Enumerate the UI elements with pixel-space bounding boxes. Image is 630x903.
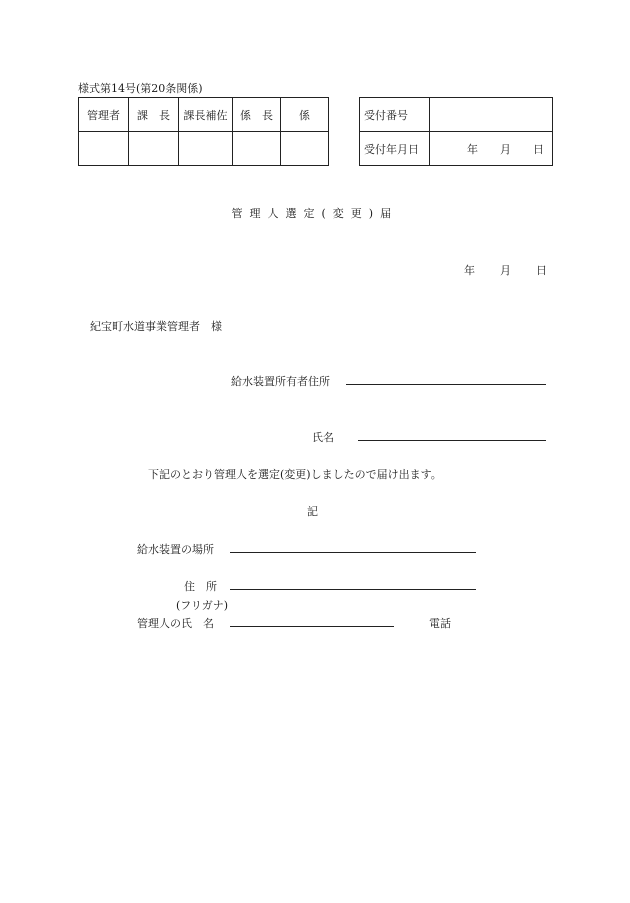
owner-name-label: 氏名: [312, 431, 334, 444]
manager-address-field[interactable]: [230, 589, 476, 590]
approval-stamp-row: [79, 132, 329, 166]
approval-header-cell: 課長補佐: [179, 98, 233, 132]
furigana-label: (フリガナ): [176, 599, 229, 612]
manager-name-field[interactable]: [230, 626, 394, 627]
approval-header-cell: 係 長: [233, 98, 281, 132]
title-char: 理: [249, 207, 261, 220]
title-char: 選: [285, 207, 297, 220]
stamp-cell[interactable]: [281, 132, 329, 166]
owner-address-label: 給水装置所有者住所: [231, 375, 330, 388]
approval-header-cell: 係: [281, 98, 329, 132]
receipt-date-row: [360, 132, 553, 166]
document-title: [228, 205, 395, 221]
stamp-cell[interactable]: [129, 132, 179, 166]
location-field[interactable]: [230, 552, 476, 553]
stamp-cell[interactable]: [79, 132, 129, 166]
receipt-number-label: 受付番号: [360, 98, 430, 132]
title-char: 人: [267, 207, 279, 220]
title-char: ): [368, 207, 374, 220]
receipt-year-unit: 年: [467, 142, 478, 156]
receipt-number-row: [360, 98, 553, 132]
title-char: 管: [231, 207, 243, 220]
manager-address-label: 住 所: [184, 580, 217, 593]
date-month-unit: 月: [500, 264, 511, 277]
owner-name-field[interactable]: [358, 440, 546, 441]
owner-address-field[interactable]: [346, 384, 546, 385]
stamp-cell[interactable]: [179, 132, 233, 166]
stamp-cell[interactable]: [233, 132, 281, 166]
title-char: (: [321, 207, 326, 220]
receipt-date-field[interactable]: [430, 132, 553, 166]
date-year-unit: 年: [464, 264, 475, 277]
title-char: 更: [350, 207, 362, 220]
statement-text: 下記のとおり管理人を選定(変更)しましたので届け出ます。: [148, 468, 442, 481]
addressee: 紀宝町水道事業管理者 様: [90, 320, 222, 333]
receipt-date-label: 受付年月日: [360, 132, 430, 166]
approval-header-row: [79, 98, 329, 132]
form-number: 様式第14号(第20条関係): [78, 82, 203, 95]
approval-header-cell: 管理者: [79, 98, 129, 132]
receipt-month-unit: 月: [500, 142, 511, 156]
receipt-number-field[interactable]: [430, 98, 553, 132]
location-label: 給水装置の場所: [137, 543, 214, 556]
title-char: 定: [303, 207, 315, 220]
ki-heading: 記: [307, 505, 318, 518]
approval-table: [78, 97, 329, 166]
title-char: 変: [332, 207, 344, 220]
title-char: 届: [380, 207, 392, 220]
receipt-day-unit: 日: [533, 142, 544, 156]
date-day-unit: 日: [536, 264, 547, 277]
phone-label: 電話: [429, 617, 451, 630]
approval-header-cell: 課 長: [129, 98, 179, 132]
receipt-table: [359, 97, 553, 166]
manager-name-label: 管理人の氏 名: [137, 617, 214, 630]
